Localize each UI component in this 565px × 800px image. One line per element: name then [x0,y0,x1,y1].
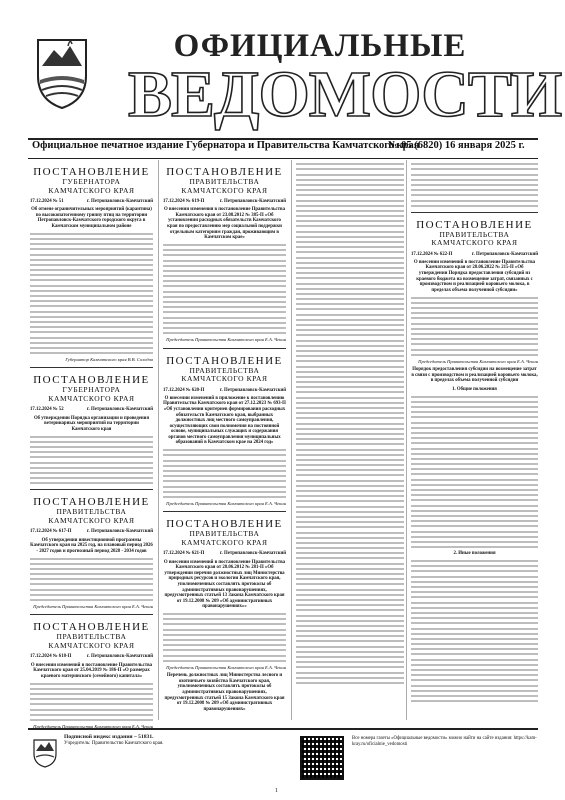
doc-date: 17.12.2024 № 618-П [30,654,72,660]
doc-title: Об утверждении Порядка организации и проведения ветеринарных мероприятий на территории Камчатского края [33,415,150,432]
subscription-index: Подписной индекс издания – 51831. [64,734,154,740]
doc-header: ПОСТАНОВЛЕНИЕ [416,218,533,231]
doc-header-sub: ПРАВИТЕЛЬСТВА КАМЧАТСКОГО КРАЯ [431,229,518,248]
footer-site-text: Все номера газеты «Официальные ведомости» можно найти на сайте издания: https://kam-kray.ru/oficialnie_vedomosti [352,736,537,747]
section-rule [30,614,153,615]
column-divider [406,160,407,720]
doc-signature: Председатель Правительства Камчатского края Е.А. Чекин [166,501,286,507]
kamchatka-coat-of-arms-icon [32,738,58,768]
body-text-lines [296,163,404,684]
appendix-title: Порядок предоставления субсидии на возмещение затрат в связи с производством и реализацией коровьего молока, в пределах объема полученной субсидии [411,367,538,384]
body-text-lines [30,683,153,721]
body-text-lines [163,244,286,334]
doc-header-sub: ПРАВИТЕЛЬСТВА КАМЧАТСКОГО КРАЯ [181,529,268,547]
doc-header-sub: ПРАВИТЕЛЬСТВА КАМЧАТСКОГО КРАЯ [48,507,135,525]
doc-header-sub: ГУБЕРНАТОРА КАМЧАТСКОГО КРАЯ [48,177,135,195]
doc-city: г. Петропавловск-Камчатский [86,654,153,660]
doc-signature: Председатель Правительства Камчатского края Е.А. Чекин [418,358,538,364]
section-rule [411,212,538,213]
doc-date: 17.12.2024 № 620-П [163,387,205,393]
column-1 [30,160,153,732]
founder-text: Учредитель: Правительство Камчатского края. [64,741,164,746]
doc-signature: Председатель Правительства Камчатского края Е.А. Чекин [166,337,286,343]
doc-city: г. Петропавловск-Камчатский [86,529,153,535]
doc-signature: Председатель Правительства Камчатского края Е.А. Чекин [33,604,153,610]
doc-city: г. Петропавловск-Камчатский [219,199,286,204]
doc-signature: Председатель Правительства Камчатского края Е.А. Чекин [33,724,153,730]
doc-title: Об утверждении инвестиционной программы Камчатского края на 2025 год, на плановый период 2026 - 2027 годов и прогнозный период 2028 - 2034 годов [30,537,153,554]
body-text-lines [411,396,538,548]
doc-signature: Председатель Правительства Камчатского края Е.А. Чекин [166,664,286,670]
column-divider [158,160,159,720]
doc-date: 17.12.2024 № 619-П [163,199,205,204]
footer-subscription [64,734,294,747]
masthead-subtitle: Официальное печатное издание Губернатора и Правительства Камчатского края [32,140,420,151]
column-divider [291,160,292,720]
body-text-lines [411,163,538,207]
doc-signature: Губернатор Камчатского края В.В. Солодов [65,357,153,363]
doc-title: О внесении изменений в приложение к постановлению Правительства Камчатского края от 27.12.2023 № 693-П «Об установлении критериев формирования расходных обязательств Камчатского края, выбранных должностных лиц местного самоуправления, осуществляющих свои полномочия на постоянной основе, муниципальных служащих и содержания органов местного самоуправления муниципальных образований в Камчатском крае на 2024 год» [163,395,286,446]
doc-title: О внесении изменения в постановление Правительства Камчатского края от 23.08.2012 № 385-П «Об установлении расходных обязательств Камчатского края по предоставлению мер социальной поддержки отдельным категориям граждан, проживающим в Камчатском крае» [164,207,285,241]
doc-date: 17.12.2024 № 51 [30,199,64,204]
doc-date: 17.12.2024 № 52 [30,407,64,413]
doc-city: г. Петропавловск-Камчатский [471,251,538,257]
page-number: 1 [275,788,278,794]
section-heading: 1. Общие положения [452,386,497,392]
doc-header: ПОСТАНОВЛЕНИЕ [33,496,150,509]
doc-city: г. Петропавловск-Камчатский [86,407,153,413]
doc-title: Перечень должностных лиц Министерства лесного и охотничьего хозяйства Камчатского края, уполномоченных составлять протоколы об административных правонарушениях, предусмотренных статьей 15 Закона Камчатского края от 19.12.2008 № 209 «Об административных правонарушениях» [164,673,285,712]
doc-header: ПОСТАНОВЛЕНИЕ [166,518,283,531]
doc-header-sub: ГУБЕРНАТОРА КАМЧАТСКОГО КРАЯ [48,385,135,403]
doc-title: О внесении изменений в постановление Правительства Камчатского края от 25.04.2019 № 186-П «О размерах краевого материнского (семейного) капитала» [30,662,153,679]
doc-city: г. Петропавловск-Камчатский [219,551,286,557]
body-text-lines [411,560,538,702]
column-4 [411,160,538,705]
column-3 [296,160,404,687]
body-text-lines [30,233,153,354]
section-heading: 2. Иные положения [453,551,496,557]
body-text-lines [30,558,153,602]
masthead-title-line1: ОФИЦИАЛЬНЫЕ [173,28,467,64]
qr-code-icon [300,736,344,780]
doc-city: г. Петропавловск-Камчатский [86,199,153,204]
section-rule [30,489,153,490]
column-2 [163,160,286,715]
doc-header: ПОСТАНОВЛЕНИЕ [166,354,283,367]
body-text-lines [30,436,153,485]
body-text-lines [163,613,286,662]
doc-date: 17.12.2024 № 622-П [411,251,453,257]
doc-header-sub: ПРАВИТЕЛЬСТВА КАМЧАТСКОГО КРАЯ [181,177,268,195]
masthead-title-line2: ВЕДОМОСТИ [128,58,562,131]
doc-title: О внесении изменений в постановление Правительства Камчатского края от 28.06.2022 № 215-П «Об утверждении Порядка предоставления субсидий из краевого бюджета на возмещение затрат, связанных с производством и реализацией коровьего молока, в пределах объема полученной субсидии» [413,259,536,293]
doc-date: 17.12.2024 № 621-П [163,551,205,557]
section-rule [163,511,286,512]
doc-title: Об отмене ограничительных мероприятий (карантина) по высокопатогенному гриппу птиц на территории Петропавловск-Камчатского городского округа в Камчатском муниципальном районе [31,207,152,229]
section-rule [30,367,153,368]
doc-city: г. Петропавловск-Камчатский [219,387,286,393]
doc-header: ПОСТАНОВЛЕНИЕ [33,621,150,634]
section-rule [163,348,286,349]
issue-number: № 05 (6820) 16 января 2025 г. [388,140,525,151]
doc-date: 17.12.2024 № 617-П [30,529,72,535]
body-text-lines [163,449,286,498]
kamchatka-coat-of-arms-icon [34,36,90,110]
doc-header: ПОСТАНОВЛЕНИЕ [33,374,150,387]
doc-header-sub: ПРАВИТЕЛЬСТВА КАМЧАТСКОГО КРАЯ [181,365,268,384]
doc-title: О внесении изменений в постановление Правительства Камчатского края от 28.06.2012 № 281-П «Об утверждении перечня должностных лиц Министерства природных ресурсов и экологии Камчатского края, уполномоченных составлять протоколы об административных правонарушениях, предусмотренных статьей 13 Закона Камчатского края от 19.12.2008 № 209 «Об административных правонарушениях»» [163,559,286,610]
doc-header: ПОСТАНОВЛЕНИЕ [166,166,283,178]
doc-header-sub: ПРАВИТЕЛЬСТВА КАМЧАТСКОГО КРАЯ [48,632,135,650]
body-text-lines [411,297,538,356]
doc-header: ПОСТАНОВЛЕНИЕ [33,166,150,178]
